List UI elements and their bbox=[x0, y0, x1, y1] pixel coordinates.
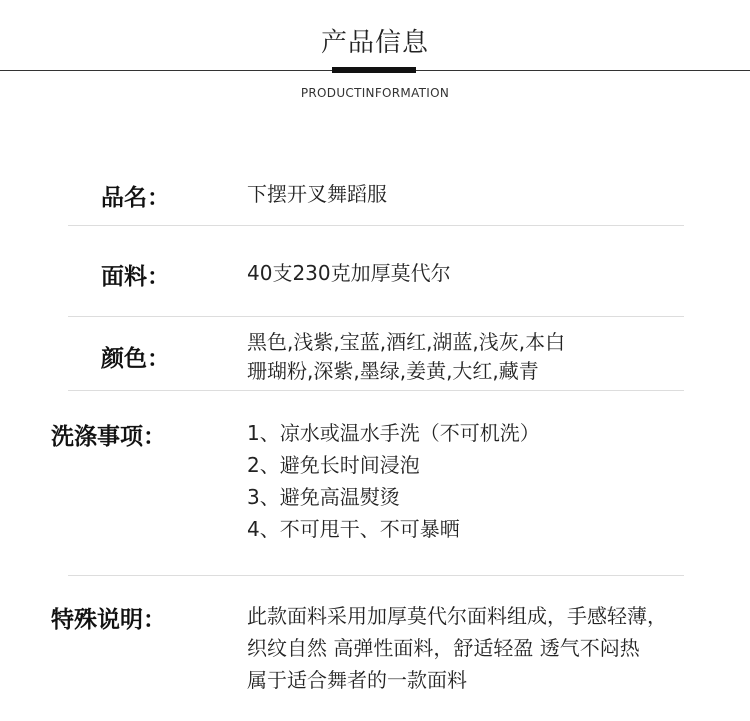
notes-line: 属于适合舞者的一款面料 bbox=[247, 668, 467, 692]
colors-value bbox=[247, 328, 565, 386]
colors-line: 黑色,浅紫,宝蓝,酒红,湖蓝,浅灰,本白 bbox=[247, 330, 566, 354]
row-divider bbox=[68, 316, 684, 317]
row-divider bbox=[68, 390, 684, 391]
page-subtitle: PRODUCTINFORMATION bbox=[300, 86, 450, 100]
notes-label: 特殊说明： bbox=[51, 607, 166, 633]
washing-item: 4、不可甩干、不可暴晒 bbox=[247, 517, 460, 541]
washing-item: 1、凉水或温水手洗（不可机洗） bbox=[247, 421, 540, 445]
header-accent-bar bbox=[332, 67, 416, 73]
row-divider bbox=[68, 575, 684, 576]
fabric-value: 40支230克加厚莫代尔 bbox=[247, 261, 451, 285]
notes-line: 织纹自然 高弹性面料，舒适轻盈 透气不闷热 bbox=[247, 636, 640, 660]
washing-item: 3、避免高温熨烫 bbox=[247, 485, 400, 509]
row-divider bbox=[68, 225, 684, 226]
colors-line: 珊瑚粉,深紫,墨绿,姜黄,大红,藏青 bbox=[247, 359, 539, 383]
notes-text bbox=[247, 600, 667, 696]
washing-label: 洗涤事项： bbox=[51, 424, 166, 450]
notes-line: 此款面料采用加厚莫代尔面料组成，手感轻薄， bbox=[247, 604, 667, 628]
product-name-value: 下摆开叉舞蹈服 bbox=[247, 182, 387, 206]
washing-item: 2、避免长时间浸泡 bbox=[247, 453, 420, 477]
product-name-label: 品名： bbox=[101, 185, 170, 211]
washing-list bbox=[247, 417, 540, 545]
fabric-label: 面料： bbox=[101, 264, 170, 290]
page-title: 产品信息 bbox=[320, 28, 429, 58]
colors-label: 颜色： bbox=[101, 346, 170, 372]
